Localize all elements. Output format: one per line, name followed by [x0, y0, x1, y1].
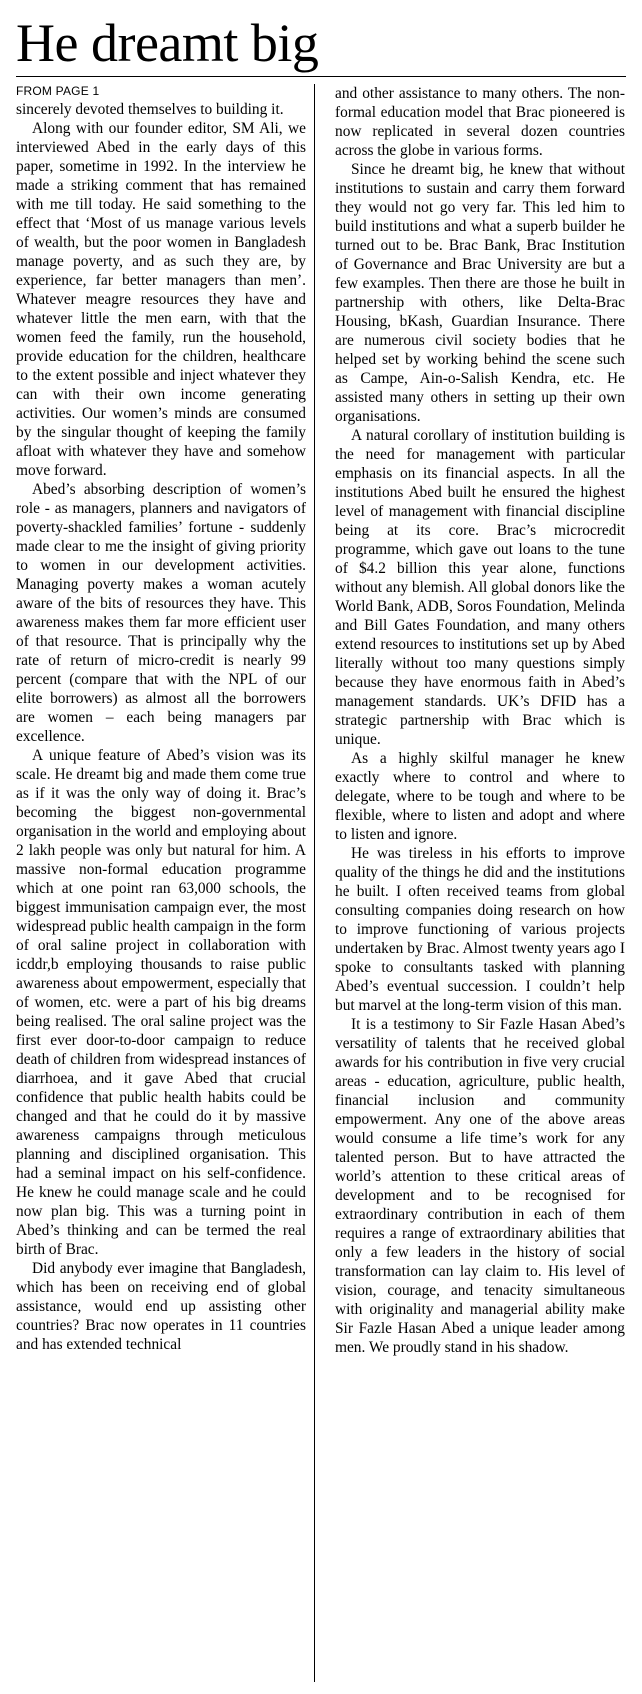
paragraph: He was tireless in his efforts to improve quality of the things he did and the institutions he built. I often received teams from global consulting companies doing research on how to improve functioning of various projects undertaken by Brac. Almost twenty years ago I spoke to consultants tasked with planning Abed’s eventual succession. I couldn’t help but marvel at the long-term vision of this man.: [335, 845, 625, 1014]
paragraph: Along with our founder editor, SM Ali, we interviewed Abed in the early days of this paper, sometime in 1992. In the interview he made a striking comment that has remained with me till today. He said something to the effect that ‘Most of us manage various levels of wealth, but the poor women in Bangladesh manage poverty, and as such they are, by experience, far better managers than men’. Whatever meagre resources they have and whatever little the men earn, with that the women feed the family, run the household, provide education for the children, healthcare to the extent possible and inject whatever they can with their own income generating activities. Our women’s minds are consumed by the singular thought of keeping the family afloat with whatever they have and somehow move forward.: [16, 120, 306, 479]
paragraph: Did anybody ever imagine that Bangladesh, which has been on receiving end of global assistance, would end up assisting other countries? Brac now operates in 11 countries and has extended technical: [16, 1260, 306, 1353]
continuation-kicker: FROM PAGE 1: [16, 84, 100, 98]
paragraph: Since he dreamt big, he knew that without institutions to sustain and carry them forward they would not go very far. This led him to build institutions and what a superb builder he turned out to be. Brac Bank, Brac Institution of Governance and Brac University are but a few examples. Then there are those he built in partnership with others, like Delta-Brac Housing, bKash, Guardian Insurance. There are numerous civil society bodies that he helped set by working behind the scene such as Campe, Ain-o-Salish Kendra, etc. He assisted many others in setting up their own organisations.: [335, 161, 625, 425]
left-column: [16, 84, 315, 1682]
paragraph: A unique feature of Abed’s vision was its scale. He dreamt big and made them come true as if it was the only way of doing it. Brac’s becoming the biggest non-governmental organisation in the world and employing about 2 lakh people was only but natural for him. A massive non-formal education programme which at one point ran 63,000 schools, the biggest immunisation campaign ever, the most widespread public health campaign in the form of oral saline project in collaboration with icddr,b employing thousands to raise public awareness about empowerment, especially that of women, etc. were a part of his big dreams being realised. The oral saline project was the first ever door-to-door campaign to reduce death of children from widespread instances of diarrhoea, and it gave Abed that crucial confidence that public health habits could be changed and that he could do it by massive awareness campaigns through meticulous planning and disciplined organisation. This had a seminal impact on his self-confidence. He knew he could manage scale and he could now plan big. This was a turning point in Abed’s thinking and can be termed the real birth of Brac.: [16, 747, 306, 1258]
right-column: [335, 84, 625, 1682]
paragraph: It is a testimony to Sir Fazle Hasan Abed’s versatility of talents that he received global awards for his contribution in five very crucial areas - education, agriculture, public health, financial inclusion and community empowerment. Any one of the above areas would consume a life time’s work for any talented person. But to have attracted the world’s attention to these critical areas of development and to be recognised for extraordinary contribution in each of them requires a range of extraordinary abilities that only a few leaders in the history of social transformation can lay claim to. His level of vision, courage, and tenacity simultaneous with originality and managerial ability make Sir Fazle Hasan Abed a unique leader among men. We proudly stand in his shadow.: [335, 1016, 625, 1356]
article-columns: [16, 84, 626, 1682]
paragraph: sincerely devoted themselves to building it.: [16, 101, 284, 118]
paragraph: and other assistance to many others. The non-formal education model that Brac pioneered is now replicated in several dozen countries across the globe in various forms.: [335, 85, 625, 159]
paragraph: Abed’s absorbing description of women’s role - as managers, planners and navigators of poverty-shackled families’ fortune - suddenly made clear to me the insight of giving priority to women in our development activities. Managing poverty makes a woman acutely aware of the bits of resources they have. This awareness makes them far more efficient user of that resource. That is principally why the rate of return of micro-credit is nearly 99 percent (compare that with the NPL of our elite borrowers) as almost all the borrowers are women – each being managers par excellence.: [16, 481, 306, 745]
headline-divider: [16, 76, 626, 77]
page-title: He dreamt big: [16, 13, 319, 73]
paragraph: A natural corollary of institution building is the need for management with particular emphasis on its financial aspects. In all the institutions Abed built he ensured the highest level of management with financial discipline being at its core. Brac’s microcredit programme, which gave out loans to the tune of $4.2 billion this year alone, functions without any blemish. All global donors like the World Bank, ADB, Soros Foundation, Melinda and Bill Gates Foundation, and many others extend resources to institutions set up by Abed literally without too many questions simply because they have enormous faith in Abed’s management standards. UK’s DFID has a strategic partnership with Brac which is unique.: [335, 427, 625, 748]
paragraph: As a highly skilful manager he knew exactly where to control and where to delegate, where to be tough and where to be flexible, where to listen and adopt and where to listen and ignore.: [335, 750, 625, 843]
